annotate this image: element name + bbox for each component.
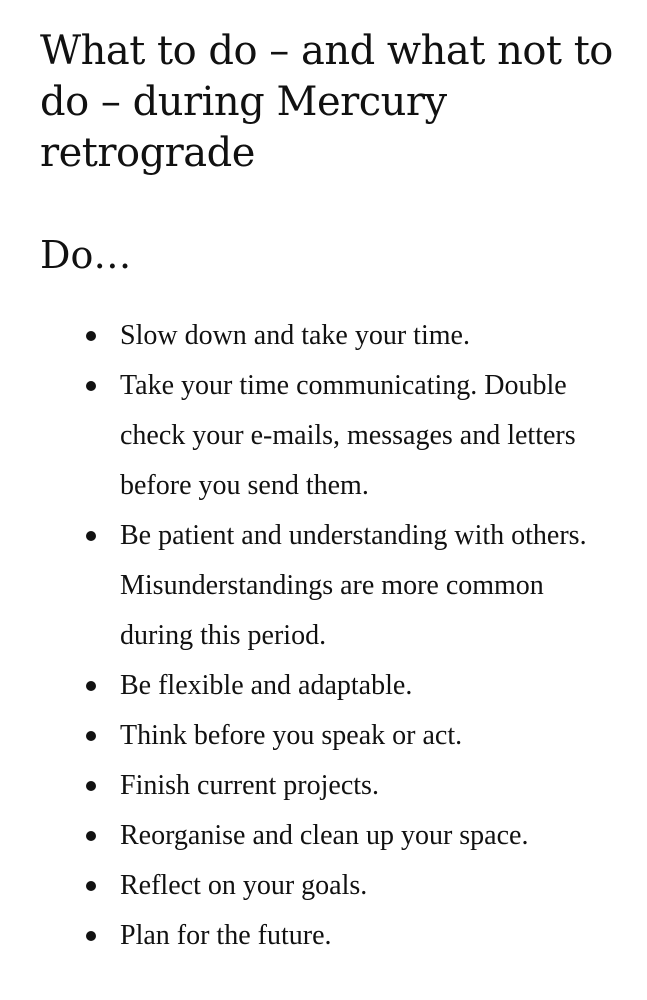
bullet-icon xyxy=(86,731,96,741)
bullet-icon xyxy=(86,331,96,341)
bullet-icon xyxy=(86,681,96,691)
article xyxy=(40,26,620,961)
list-item-text: Slow down and take your time. xyxy=(120,320,470,351)
list-item-text: Finish current projects. xyxy=(120,770,379,801)
list-item xyxy=(40,311,620,361)
list-item xyxy=(40,861,620,911)
list-item-text: Reflect on your goals. xyxy=(120,870,368,901)
list-item-text: Take your time communicating. Double check your e-mails, messages and letters before you send them. xyxy=(120,370,576,501)
list-item xyxy=(40,661,620,711)
bullet-icon xyxy=(86,781,96,791)
bullet-icon xyxy=(86,831,96,841)
list-item-text: Be patient and understanding with others. Misunderstandings are more common during this period. xyxy=(120,520,587,651)
list-item xyxy=(40,811,620,861)
list-item-text: Reorganise and clean up your space. xyxy=(120,820,529,851)
list-item xyxy=(40,361,620,511)
bullet-icon xyxy=(86,931,96,941)
list-item xyxy=(40,711,620,761)
list-item xyxy=(40,761,620,811)
list-item-text: Plan for the future. xyxy=(120,920,332,951)
do-list xyxy=(40,311,620,961)
bullet-icon xyxy=(86,531,96,541)
bullet-icon xyxy=(86,381,96,391)
bullet-icon xyxy=(86,881,96,891)
section-heading-do: Do… xyxy=(40,233,132,277)
list-item-text: Think before you speak or act. xyxy=(120,720,463,751)
list-item xyxy=(40,911,620,961)
list-item-text: Be flexible and adaptable. xyxy=(120,670,413,701)
list-item xyxy=(40,511,620,661)
article-title: What to do – and what not to do – during Mercury retrograde xyxy=(40,28,613,176)
